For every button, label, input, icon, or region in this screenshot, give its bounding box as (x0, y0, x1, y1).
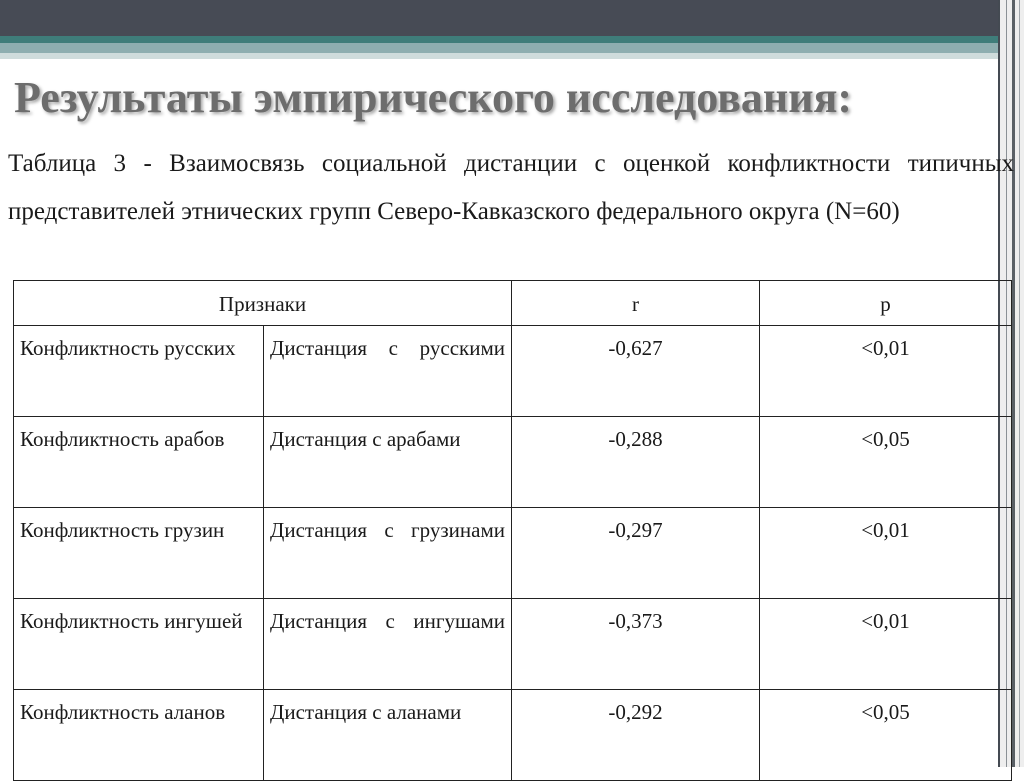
conflict-cell: Конфликтность аланов (14, 690, 264, 781)
header-band-teal (0, 36, 1000, 43)
distance-cell: Дистанция с грузинами (264, 508, 512, 599)
header-band-pale (0, 43, 1000, 53)
distance-cell: Дистанция с аланами (264, 690, 512, 781)
r-value-cell: -0,292 (512, 690, 760, 781)
distance-cell: Дистанция с ингушами (264, 599, 512, 690)
r-value-cell: -0,627 (512, 326, 760, 417)
p-value-cell: <0,05 (760, 690, 1012, 781)
header-r: r (512, 281, 760, 326)
r-value-cell: -0,288 (512, 417, 760, 508)
table-header-row (14, 281, 1012, 326)
p-value-cell: <0,05 (760, 417, 1012, 508)
table-row (14, 599, 1012, 690)
distance-cell: Дистанция с арабами (264, 417, 512, 508)
header-band-light (0, 53, 1000, 59)
distance-cell: Дистанция с русскими (264, 326, 512, 417)
table-row (14, 326, 1012, 417)
table-row (14, 417, 1012, 508)
conflict-cell: Конфликтность русских (14, 326, 264, 417)
conflict-cell: Конфликтность арабов (14, 417, 264, 508)
p-value-cell: <0,01 (760, 599, 1012, 690)
right-edge-line (1019, 0, 1020, 767)
conflict-cell: Конфликтность ингушей (14, 599, 264, 690)
p-value-cell: <0,01 (760, 326, 1012, 417)
right-edge-line (1012, 0, 1015, 767)
header-p: p (760, 281, 1012, 326)
table-row (14, 508, 1012, 599)
r-value-cell: -0,373 (512, 599, 760, 690)
p-value-cell: <0,01 (760, 508, 1012, 599)
header-features: Признаки (14, 281, 512, 326)
r-value-cell: -0,297 (512, 508, 760, 599)
header-band-dark (0, 0, 1000, 36)
correlation-table (13, 280, 1012, 781)
slide-title: Результаты эмпирического исследования: (14, 73, 853, 122)
conflict-cell: Конфликтность грузин (14, 508, 264, 599)
table-caption: Таблица 3 - Взаимосвязь социальной дистанции с оценкой конфликтности типичных представителей этнических групп Северо-Кавказского федерального округа (N=60) (8, 150, 1014, 225)
